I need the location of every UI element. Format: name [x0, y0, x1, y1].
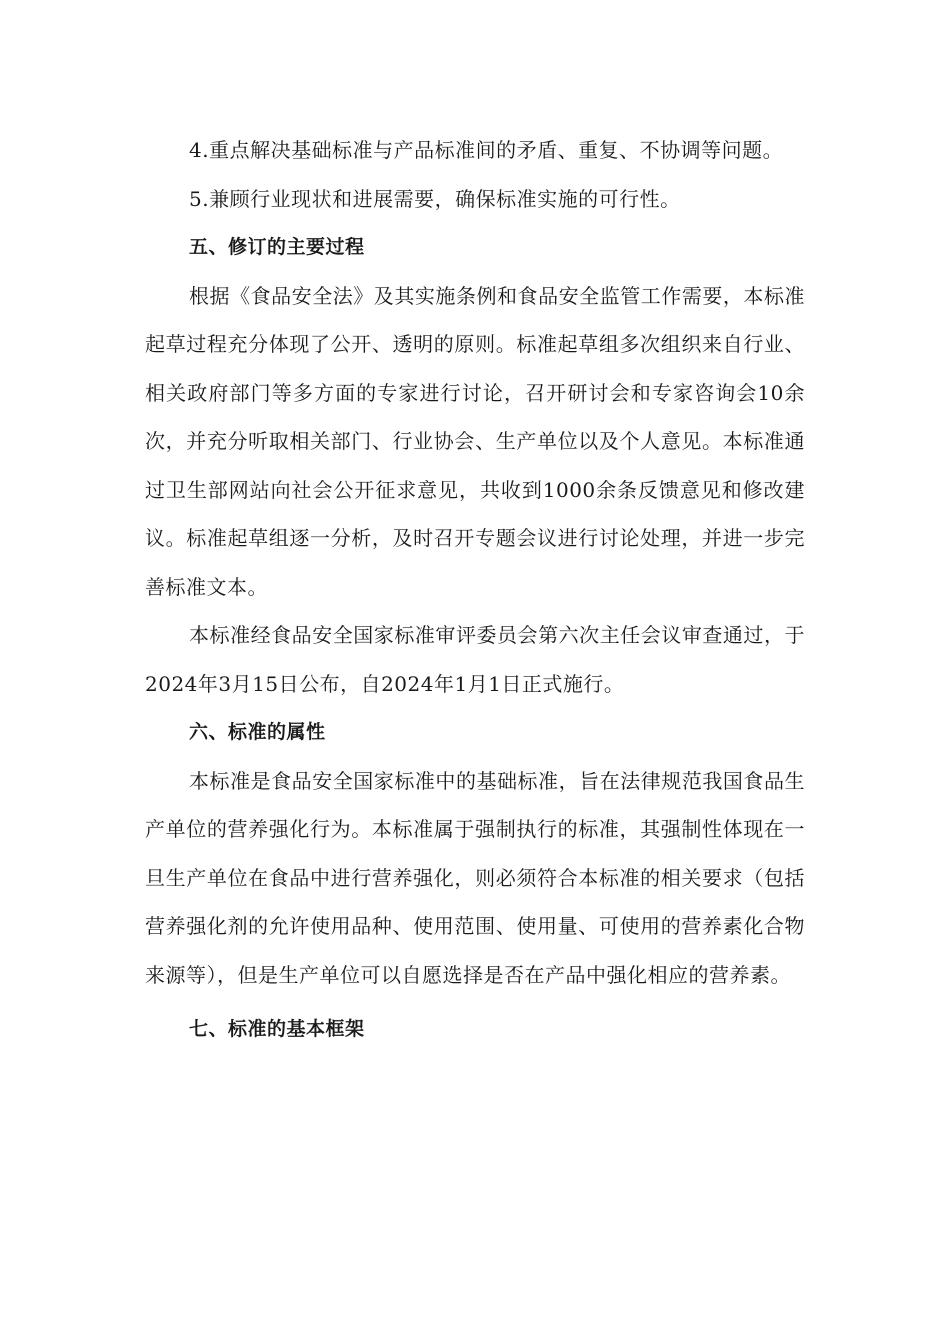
document-page — [145, 126, 805, 1054]
section-heading-7: 七、标准的基本框架 — [189, 1018, 365, 1040]
paragraph-revision-process: 根据《食品安全法》及其实施条例和食品安全监管工作需要，本标准起草过程充分体现了公开、透明的原则。标准起草组多次组织来自行业、相关政府部门等多方面的专家进行讨论，召开研讨会和专家咨询会10余次，并充分听取相关部门、行业协会、生产单位以及个人意见。本标准通过卫生部网站向社会公开征求意见，共收到1000余条反馈意见和修改建议。标准起草组逐一分析，及时召开专题会议进行讨论处理，并进一步完善标准文本。 — [145, 283, 805, 599]
paragraph-item-4: 4.重点解决基础标准与产品标准间的矛盾、重复、不协调等问题。 — [189, 138, 784, 162]
paragraph-approval: 本标准经食品安全国家标准审评委员会第六次主任会议审查通过，于2024年3月15日公布，自2024年1月1日正式施行。 — [145, 623, 805, 696]
section-heading-6: 六、标准的属性 — [189, 721, 326, 743]
section-heading-5: 五、修订的主要过程 — [189, 236, 365, 258]
paragraph-standard-attributes: 本标准是食品安全国家标准中的基础标准，旨在法律规范我国食品生产单位的营养强化行为。本标准属于强制执行的标准，其强制性体现在一旦生产单位在食品中进行营养强化，则必须符合本标准的相关要求（包括营养强化剂的允许使用品种、使用范围、使用量、可使用的营养素化合物来源等），但是生产单位可以自愿选择是否在产品中强化相应的营养素。 — [145, 768, 805, 987]
paragraph-item-5: 5.兼顾行业现状和进展需要，确保标准实施的可行性。 — [189, 186, 681, 211]
